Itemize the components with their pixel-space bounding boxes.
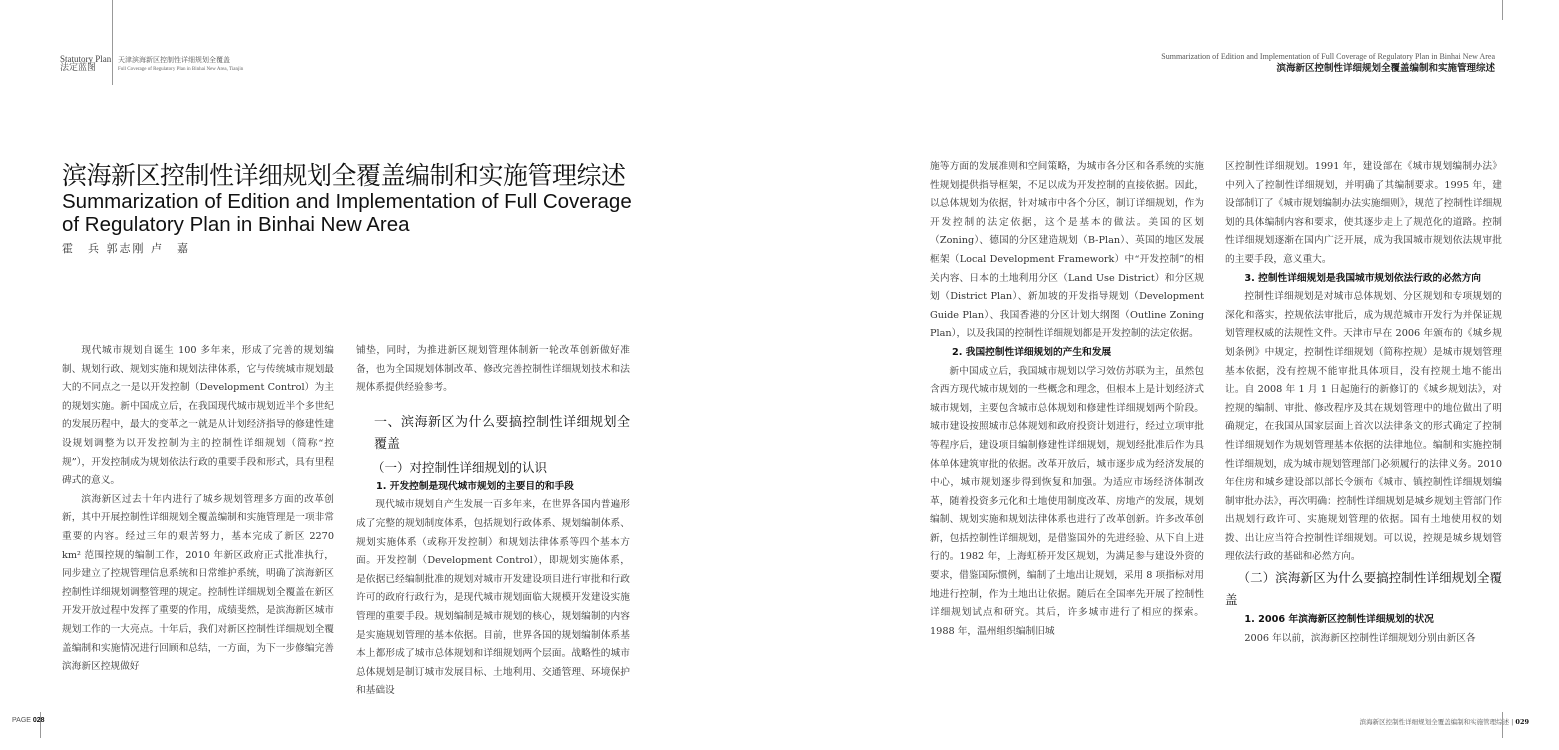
paragraph: 铺垫，同时，为推进新区规划管理体制新一轮改革创新做好准备，也为全国规划体制改革、修改完善控制性详细规划技术和法规体系提供经验参考。 xyxy=(356,345,630,394)
running-header-zh: 滨海新区控制性详细规划全覆盖编制和实施管理综述 xyxy=(1276,63,1495,74)
left-margin-rule xyxy=(112,0,113,85)
series-title-en: Full Coverage of Regulatory Plan in Binhai New Area, Tianjin xyxy=(118,67,244,72)
paragraph: 现代城市规划自产生发展一百多年来，在世界各国内普遍形成了完整的规划制度体系，包括规划行政体系、规划编制体系、规划实施体系（或称开发控制）和规划法律体系等四个基本方面。开发控制（Development Control），即规划实施体系，是依据已经编制批准的规划对城市开发建设项目进行审批和行政许可的政府行政行为，是现代城市规划面临大规模开发建设实施管理的重要手段。规划编制是城市规划的核心，规划编制的内容是实施规划管理的基本依据。目前，世界各国的规划编制体系基本上都形成了城市总体规划和详细规划两个层面。战略性的城市总体规划是制订城市发展目标、土地利用、交通管理、环境保护和基础设 xyxy=(356,499,630,697)
subsection-heading: （二）滨海新区为什么要搞控制性详细规划全覆盖 xyxy=(1225,570,1502,608)
article-title-zh: 滨海新区控制性详细规划全覆盖编制和实施管理综述 xyxy=(62,161,626,190)
paragraph: 2006 年以前，滨海新区控制性详细规划分别由新区各 xyxy=(1244,632,1476,644)
paragraph: 滨海新区过去十年内进行了城乡规划管理多方面的改革创新，其中开展控制性详细规划全覆盖编制和实施管理是一项非常重要的内容。经过三年的艰苦努力，基本完成了新区 2270 km² 范围控规的编制工作，2010 年新区政府正式批准执行，同步建立了控规管理信息系统和日常维护系统，明确了滨海新区控制性详细规划调整管理的规定。控制性详细规划全覆盖在新区开发开放过程中发挥了重要的作用，成绩斐然，是滨海新区城市规划工作的一大亮点。十年后，我们对新区控制性详细规划全覆盖编制和实施情况进行回顾和总结，一方面，为下一步修编完善滨海新区控规做好 xyxy=(62,493,334,673)
paragraph: 新中国成立后，我国城市规划以学习效仿苏联为主，虽然包含西方现代城市规划的一些概念和理念，但根本上是计划经济式城市规划，主要包含城市总体规划和修建性详细规划两个阶段。城市建设按照城市总体规划和政府投资计划进行，经过立项审批等程序后，建设项目编制修建性详细规划，规划经批准后作为具体单体建筑审批的依据。改革开放后，城市逐步成为经济发展的中心，城市规划逐步得到恢复和加强。为适应市场经济体制改革，随着投资多元化和土地使用制度改革、房地产的发展，规划编制、规划实施和规划法律体系也进行了改革创新。许多改革创新，包括控制性详细规划，是借鉴国外的先进经验、从下自上进行的。1982 年，上海虹桥开发区规划，为满足参与建设外资的要求，借鉴国际惯例，编制了土地出让规划，采用 8 项指标对用地进行控制，作为土地出让依据。随后在全国率先开展了控制性详细规划试点和研究。其后，许多城市进行了相应的探索。1988 年，温州组织编制旧城 xyxy=(930,365,1204,637)
page-footer-right xyxy=(1360,717,1529,726)
body-column-4 xyxy=(1225,158,1502,648)
footer-separator: | xyxy=(1511,718,1514,726)
subsubsection-heading: 1. 2006 年滨海新区控制性详细规划的状况 xyxy=(1244,614,1434,626)
section-heading: 一、滨海新区为什么要搞控制性详细规划全覆盖 xyxy=(374,414,630,452)
section-label-zh: 法定蓝图 xyxy=(60,63,97,73)
paragraph: 控制性详细规划是对城市总体规划、分区规划和专项规划的深化和落实，控规依法审批后，成为规范城市开发行为并保证规划管理权威的法规性文件。天津市早在 2006 年颁布的《城乡规划条例》中规定，控制性详细规划（简称控规）是城市规划管理基本依据，没有控规不能审批具体项目，没有控规土地不能出让。自 2008 年 1 月 1 日起施行的新修订的《城乡规划法》，对控规的编制、审批、修改程序及其在规划管理中的地位做出了明确规定，在我国从国家层面上首次以法律条文的形式确定了控制性详细规划作为规划管理基本依据的法律地位。编制和实施控制性详细规划，成为城市规划管理部门必须履行的法律义务。2010 年住房和城乡建设部以部长令颁布《城市、镇控制性详细规划编制审批办法》，再次明确：控制性详细规划是城乡规划主管部门作出规划行政许可、实施规划管理的依据。国有土地使用权的划拨、出让应当符合控制性详细规划。可以说，控规是城乡规划管理依法行政的基础和必然方向。 xyxy=(1225,291,1502,563)
body-column-3 xyxy=(930,158,1204,641)
section-label-en: Statutory Plan xyxy=(60,54,112,64)
footer-left-rule xyxy=(40,712,41,738)
subsubsection-heading: 1. 开发控制是现代城市规划的主要目的和手段 xyxy=(376,480,574,492)
page-number: 028 xyxy=(32,717,45,724)
page-number: 029 xyxy=(1515,718,1529,726)
right-margin-rule xyxy=(1502,0,1503,20)
running-header-en: Summarization of Edition and Implementation of Full Coverage of Regulatory Plan in Binhai New Area xyxy=(1161,52,1495,61)
author-list: 霍 兵 郭志刚 卢 嘉 xyxy=(62,242,190,255)
page-label: PAGE xyxy=(12,717,31,724)
body-column-2 xyxy=(356,342,630,701)
page-footer-left xyxy=(12,717,45,724)
subsection-heading: （一）对控制性详细规划的认识 xyxy=(372,459,548,475)
paragraph: 施等方面的发展准则和空间策略，为城市各分区和各系统的实施性规划提供指导框架，不足以成为开发控制的直接依据。因此，以总体规划为依据，针对城市中各个分区，制订详细规划，作为开发控制的法定依据，这个是基本的做法。美国的区划（Zoning）、德国的分区建造规划（B-Plan）、英国的地区发展框架（Local Development Framework）中“开发控制”的相关内容、日本的土地利用分区（Land Use District）和分区规划（District Plan）、新加坡的开发指导规划（Development Guide Plan）、我国香港的分区计划大纲图（Outline Zoning Plan），以及我国的控制性详细规划都是开发控制的法定依据。 xyxy=(930,161,1204,340)
series-title-zh: 天津滨海新区控制性详细规划全覆盖 xyxy=(118,56,230,64)
footer-title: 滨海新区控制性详细规划全覆盖编制和实施管理综述 xyxy=(1359,718,1510,726)
article-title-en: Summarization of Edition and Implementation of Full Coverage of Regulatory Plan in Binhai New Area xyxy=(62,190,632,236)
paragraph: 现代城市规划自诞生 100 多年来，形成了完善的规划编制、规划行政、规划实施和规划法律体系，它与传统城市规划最大的不同点之一是以开发控制（Development Control）为主的规划实施。新中国成立后，在我国现代城市规划近半个多世纪的发展历程中，最大的变革之一就是从计划经济指导的修建性建设规划调整为以开发控制为主的控制性详细规划（简称“控规”），开发控制成为规划依法行政的重要手段和形式，具有里程碑式的意义。 xyxy=(62,345,334,487)
subsubsection-heading: 2. 我国控制性详细规划的产生和发展 xyxy=(952,346,1112,358)
subsubsection-heading: 3. 控制性详细规划是我国城市规划依法行政的必然方向 xyxy=(1244,272,1481,284)
paragraph: 区控制性详细规划。1991 年，建设部在《城市规划编制办法》中列入了控制性详细规划，并明确了其编制要求。1995 年，建设部制订了《城市规划编制办法实施细则》，规范了控制性详细规划的具体编制内容和要求，使其逐步走上了规范化的道路。控制性详细规划逐渐在国内广泛开展，成为我国城市规划依法规审批的主要手段，意义重大。 xyxy=(1225,161,1502,265)
body-column-1 xyxy=(62,342,334,677)
